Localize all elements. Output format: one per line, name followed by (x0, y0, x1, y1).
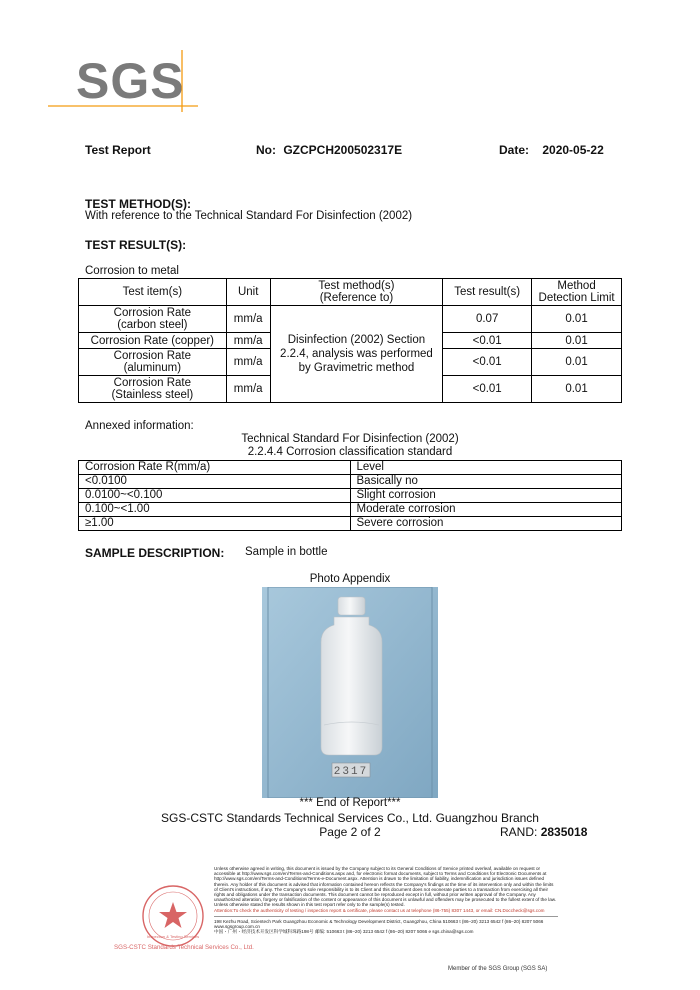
table-row (79, 475, 622, 489)
end-of-report: *** End of Report*** (299, 797, 401, 809)
annex-label: Annexed information: (85, 420, 194, 432)
date-label: Date: (499, 143, 530, 157)
report-no-label: No: (256, 143, 276, 157)
sample-tag-label: 2317 (333, 766, 369, 778)
result-cell: <0.01 (443, 333, 532, 349)
address-en: 198 Kezhu Road, Scientech Park Guangzhou Economic & Technology Development District, Guangzhou, China 510663 t (86–20) 3213 6542 f (86–20) 8207 5066 www.sgsgroup.com.cn (214, 916, 558, 929)
method-cell: Disinfection (2002) Section 2.2.4, analysis was performed by Gravimetric method (270, 306, 443, 403)
page-number: Page 2 of 2 (319, 825, 381, 839)
annex-subtitle: 2.2.4.4 Corrosion classification standard (247, 446, 453, 458)
level-cell: Slight corrosion (350, 489, 622, 503)
test-item-cell: Corrosion Rate (Stainless steel) (79, 376, 227, 403)
classification-header-row (79, 461, 622, 475)
col-test-method: Test method(s) (Reference to) (270, 279, 443, 306)
sample-description-value: Sample in bottle (245, 546, 328, 558)
col-detection-limit: Method Detection Limit (532, 279, 622, 306)
rate-cell: <0.0100 (79, 475, 351, 489)
sgs-logo (48, 50, 198, 112)
level-cell: Moderate corrosion (350, 503, 622, 517)
col-test-item: Test item(s) (79, 279, 227, 306)
level-cell: Severe corrosion (350, 517, 622, 531)
table-row (79, 489, 622, 503)
test-item-cell: Corrosion Rate (carbon steel) (79, 306, 227, 333)
level-cell: Basically no (350, 475, 622, 489)
table-row (79, 306, 622, 333)
limit-cell: 0.01 (532, 349, 622, 376)
col-level: Level (350, 461, 622, 475)
test-item-cell: Corrosion Rate (aluminum) (79, 349, 227, 376)
address-cn: 中国・广州・经济技术开发区科学城科珠路198号 邮编: 510663 t (86–20) 3213 6542 f (86–20) 8207 5066 e sgs.china@sgs.com (214, 929, 474, 935)
test-item-cell: Corrosion Rate (copper) (79, 333, 227, 349)
company-name: SGS-CSTC Standards Technical Services Co., Ltd. Guangzhou Branch (161, 811, 539, 825)
rand-value: 2835018 (540, 825, 588, 839)
rand-code (500, 825, 587, 839)
stamp-text: SGS-CSTC Standards Technical Services Co., Ltd. (114, 944, 254, 951)
rate-cell: 0.100~<1.00 (79, 503, 351, 517)
member-note: Member of the SGS Group (SGS SA) (448, 966, 548, 972)
photo-appendix-title: Photo Appendix (309, 573, 391, 585)
limit-cell: 0.01 (532, 333, 622, 349)
col-test-result: Test result(s) (443, 279, 532, 306)
limit-cell: 0.01 (532, 306, 622, 333)
col-unit: Unit (226, 279, 270, 306)
rate-cell: ≥1.00 (79, 517, 351, 531)
result-cell: 0.07 (443, 306, 532, 333)
results-table (78, 278, 622, 403)
rand-label: RAND: (500, 825, 538, 839)
result-cell: <0.01 (443, 376, 532, 403)
sgs-logo-text: SGS (76, 53, 185, 109)
table-row (79, 503, 622, 517)
date-value: 2020-05-22 (542, 143, 604, 157)
test-result-heading: TEST RESULT(S): (85, 238, 187, 252)
unit-cell: mm/a (226, 349, 270, 376)
report-number (256, 143, 402, 157)
limit-cell: 0.01 (532, 376, 622, 403)
unit-cell: mm/a (226, 333, 270, 349)
stamp-sub-text: Inspection & Testing Services (146, 934, 200, 939)
attention-text: Attention:To check the authenticity of testing / inspection report & certificate, please contact us at telephone (86-755) 8307 1443, or email: CN.Doccheck@sgs.com (214, 907, 545, 913)
result-subtitle: Corrosion to metal (85, 265, 179, 277)
result-cell: <0.01 (443, 349, 532, 376)
annex-title: Technical Standard For Disinfection (2002) (241, 433, 459, 445)
report-label: Test Report (85, 143, 151, 157)
results-header-row (79, 279, 622, 306)
classification-table (78, 460, 622, 531)
company-stamp (114, 876, 254, 972)
disclaimer-text: Unless otherwise agreed in writing, this document is issued by the Company subject to its General Conditions of Service printed overleaf, available on request or accessible at http://www.sgs.com/en/Terms-and-Conditions.aspx and, for electronic format documents, subject to Terms and Conditions for Electronic Documents at http://www.sgs.com/en/Terms-and-Conditions/Terms-e-Document.aspx. Attention is drawn to the limitation of liability, indemnification and jurisdiction issues defined therein. Any holder of this document is advised that information contained hereon reflects the Company's findings at the time of its intervention only and within the limits of Client's instructions, if any. The Company's sole responsibility is to its Client and this document does not exonerate parties to a transaction from exercising all their rights and obligations under the transaction documents. This document cannot be reproduced except in full, without prior written approval of the Company. Any unauthorized alteration, forgery or falsification of the content or appearance of this document is unlawful and offenders may be prosecuted to the fullest extent of the law. Unless otherwise stated the results shown in this test report refer only to the sample(s) tested. (214, 866, 557, 908)
table-row (79, 517, 622, 531)
report-no-value: GZCPCH200502317E (283, 143, 403, 157)
footer-disclaimer (214, 866, 558, 934)
col-corrosion-rate: Corrosion Rate R(mm/a) (79, 461, 351, 475)
report-date (499, 143, 604, 157)
sample-description-label: SAMPLE DESCRIPTION: (85, 546, 225, 560)
rate-cell: 0.0100~<0.100 (79, 489, 351, 503)
unit-cell: mm/a (226, 376, 270, 403)
unit-cell: mm/a (226, 306, 270, 333)
sample-photo (262, 587, 438, 798)
test-method-text: With reference to the Technical Standard For Disinfection (2002) (85, 210, 413, 222)
test-method-heading: TEST METHOD(S): (85, 197, 191, 211)
